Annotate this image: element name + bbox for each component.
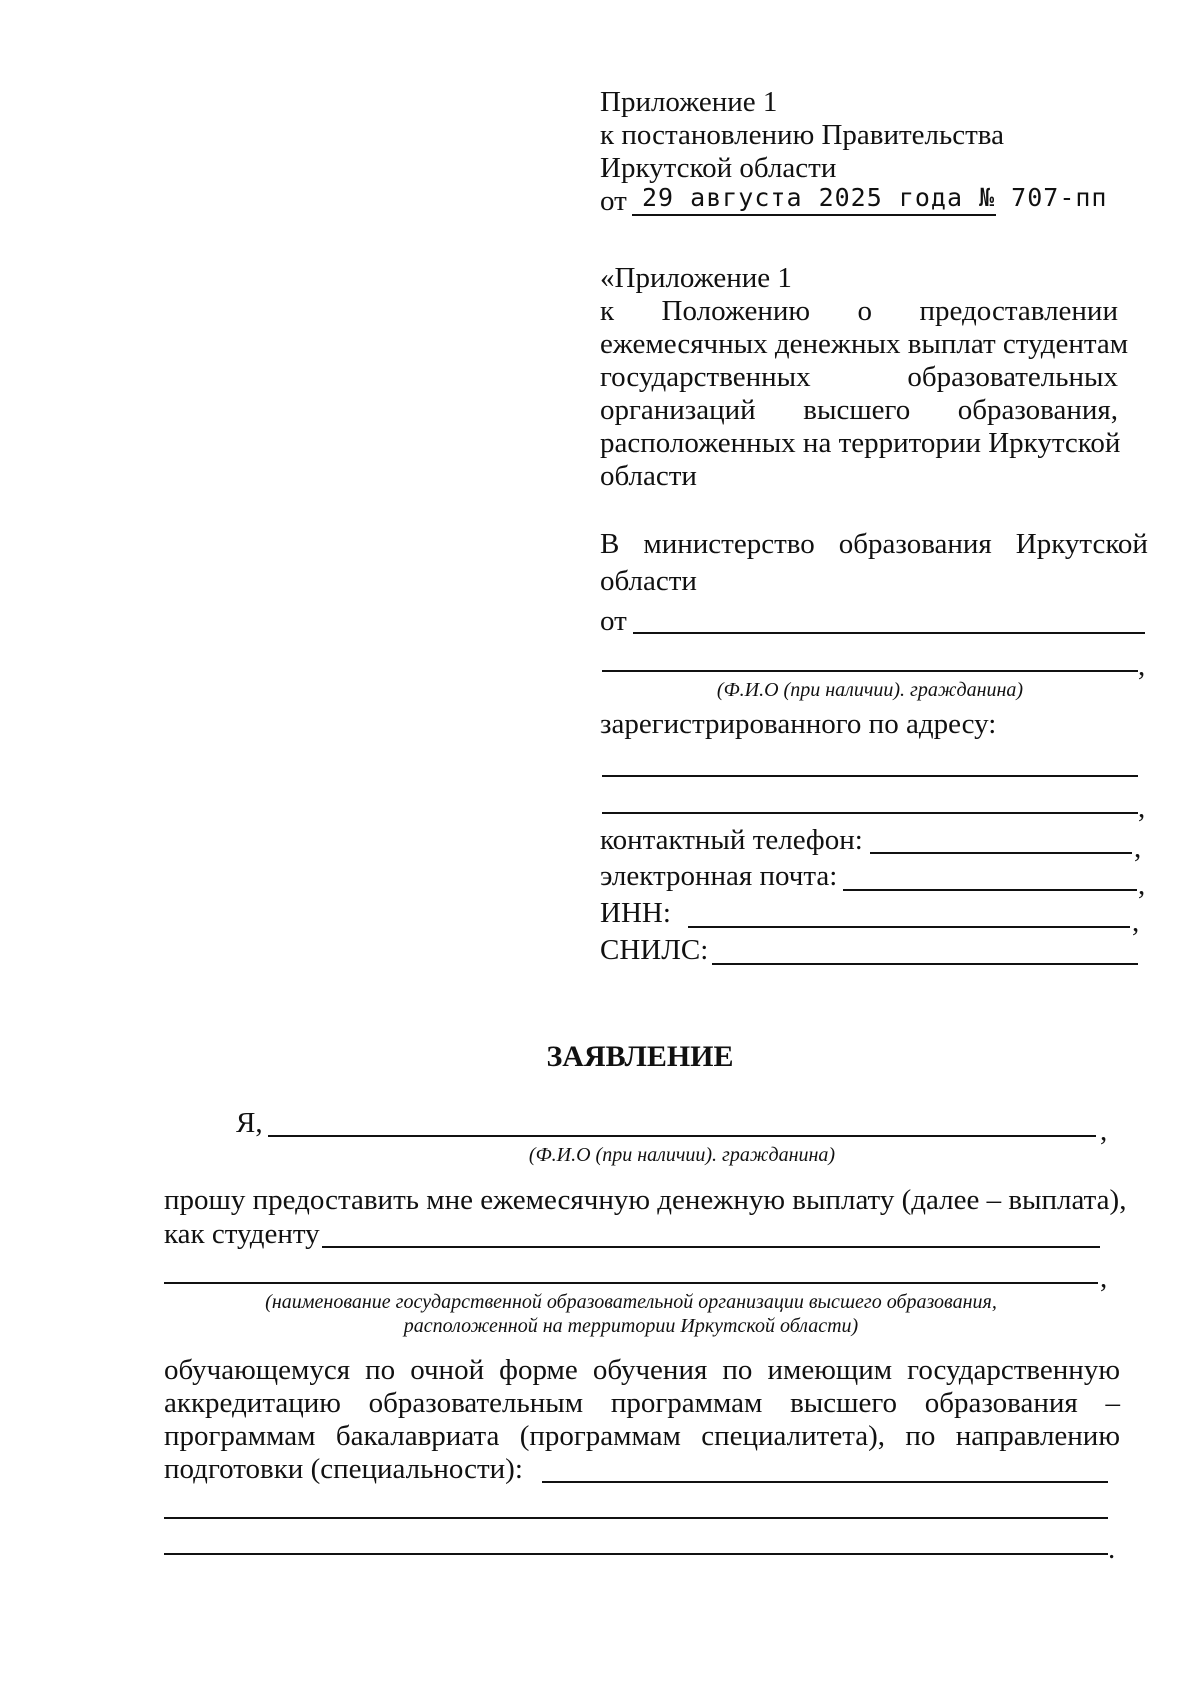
word: о	[857, 295, 873, 327]
sub-annex-line-2: ежемесячных денежных выплат студентам	[600, 328, 1129, 360]
comma: ,	[1132, 906, 1140, 938]
word: министерство	[643, 528, 815, 560]
organization-caption-line-1: (наименование государственной образовательной организации высшего образования,	[265, 1291, 997, 1313]
address-line-1[interactable]	[602, 775, 1138, 777]
word: В	[600, 528, 620, 560]
specialty-field-1[interactable]	[542, 1481, 1108, 1483]
inn-field[interactable]	[688, 926, 1130, 928]
specialty-field-3[interactable]	[164, 1553, 1108, 1555]
body-line-2: аккредитацию образовательным программам высшего образования –	[164, 1387, 1120, 1419]
specialty-field-2[interactable]	[164, 1517, 1108, 1519]
region-label: Иркутской области	[600, 152, 837, 184]
as-student-label: как студенту	[164, 1218, 320, 1250]
applicant-fio-caption: (Ф.И.О (при наличии). гражданина)	[528, 1144, 836, 1166]
date-underline	[632, 214, 996, 216]
word: организаций	[600, 394, 756, 426]
sub-annex-label: «Приложение 1	[600, 262, 792, 294]
period: .	[1108, 1533, 1116, 1565]
resolution-date-number: 29 августа 2025 года № 707-пп	[642, 183, 1108, 212]
from-label: от	[600, 605, 627, 637]
email-label: электронная почта:	[600, 860, 838, 892]
word: предоставлении	[919, 295, 1118, 327]
organization-field-2[interactable]	[164, 1282, 1098, 1284]
organization-caption-line-2: расположенной на территории Иркутской области)	[403, 1315, 859, 1337]
word: образовательных	[907, 361, 1118, 393]
snils-label: СНИЛС:	[600, 934, 709, 966]
body-line-1: обучающемуся по очной форме обучения по имеющим государственную	[164, 1354, 1120, 1386]
word: образования	[838, 528, 992, 560]
comma: ,	[1100, 1115, 1108, 1147]
request-line: прошу предоставить мне ежемесячную денежную выплату (далее – выплата),	[164, 1184, 1127, 1216]
addressee-line-2: области	[600, 565, 697, 597]
sub-annex-line-1	[600, 295, 1118, 328]
snils-field[interactable]	[712, 963, 1138, 965]
email-field[interactable]	[843, 889, 1137, 891]
addressee-line-1	[600, 528, 1148, 561]
word: к	[600, 295, 615, 327]
sub-annex-line-4	[600, 394, 1118, 427]
inn-label: ИНН:	[600, 897, 671, 929]
from-prefix: от	[600, 185, 627, 217]
body-line-4: подготовки (специальности):	[164, 1453, 523, 1485]
from-fio-line-1[interactable]	[633, 632, 1145, 634]
comma: ,	[1138, 792, 1146, 824]
sub-annex-line-5: расположенных на территории Иркутской	[600, 427, 1121, 459]
applicant-fio-field[interactable]	[268, 1135, 1096, 1137]
word: образования,	[957, 394, 1118, 426]
phone-label: контактный телефон:	[600, 824, 863, 856]
word: Положению	[661, 295, 811, 327]
comma: ,	[1138, 650, 1146, 682]
organization-field-1[interactable]	[322, 1246, 1100, 1248]
annex-label: Приложение 1	[600, 86, 778, 118]
comma: ,	[1138, 869, 1146, 901]
comma: ,	[1134, 832, 1142, 864]
statement-title: ЗАЯВЛЕНИЕ	[546, 1040, 734, 1073]
phone-field[interactable]	[870, 852, 1132, 854]
i-label: Я,	[236, 1107, 263, 1139]
from-fio-line-2[interactable]	[602, 670, 1138, 672]
word: Иркутской	[1015, 528, 1148, 560]
comma: ,	[1100, 1262, 1108, 1294]
sub-annex-line-3	[600, 361, 1118, 394]
fio-caption: (Ф.И.О (при наличии). гражданина)	[716, 679, 1024, 701]
word: высшего	[803, 394, 911, 426]
sub-annex-line-6: области	[600, 460, 697, 492]
resolution-reference: к постановлению Правительства	[600, 119, 1004, 151]
body-line-3: программам бакалавриата (программам специалитета), по направлению	[164, 1420, 1120, 1452]
word: государственных	[600, 361, 811, 393]
address-line-2[interactable]	[602, 812, 1138, 814]
registered-address-label: зарегистрированного по адресу:	[600, 708, 997, 740]
